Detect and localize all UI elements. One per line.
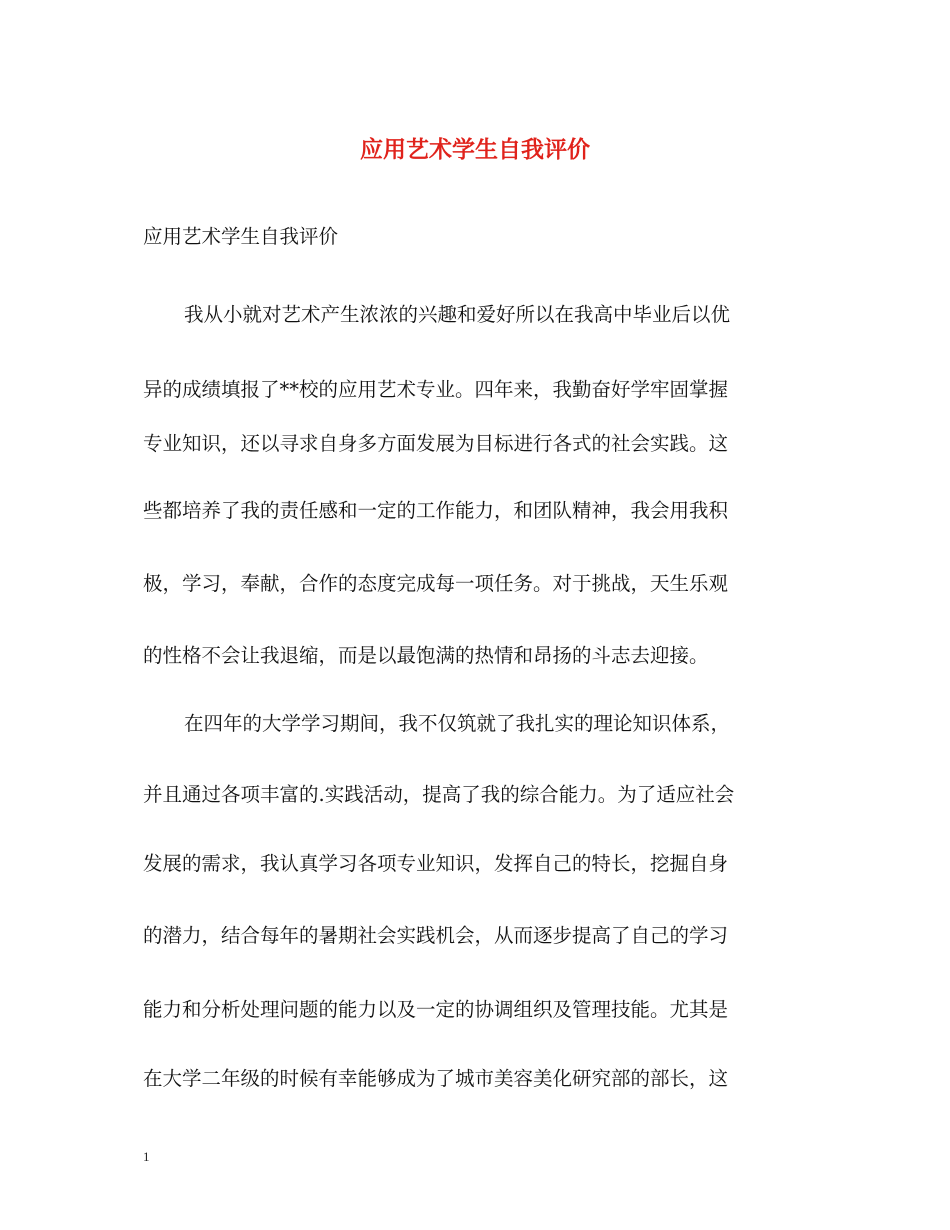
paragraph-2-line-2: 并且通过各项丰富的.实践活动，提高了我的综合能力。为了适应社会 [143,783,735,806]
paragraph-2-line-1: 在四年的大学学习期间，我不仅筑就了我扎实的理论知识体系， [184,712,731,735]
paragraph-1-line-6: 的性格不会让我退缩，而是以最饱满的热情和昂扬的斗志去迎接。 [143,644,709,667]
paragraph-2-line-4: 的潜力，结合每年的暑期社会实践机会，从而逐步提高了自己的学习 [143,924,729,947]
paragraph-2-line-5: 能力和分析处理问题的能力以及一定的协调组织及管理技能。尤其是 [143,998,729,1021]
paragraph-2-line-3: 发展的需求，我认真学习各项专业知识，发挥自己的特长，挖掘自身 [143,852,729,875]
paragraph-1-line-2: 异的成绩填报了**校的应用艺术专业。四年来，我勤奋好学牢固掌握 [143,378,729,401]
page-title: 应用艺术学生自我评价 [360,136,590,163]
paragraph-1-line-5: 极，学习，奉献，合作的态度完成每一项任务。对于挑战，天生乐观 [143,572,729,595]
paragraph-2-line-6: 在大学二年级的时候有幸能够成为了城市美容美化研究部的部长，这 [143,1067,729,1090]
paragraph-1-line-3: 专业知识，还以寻求自身多方面发展为目标进行各式的社会实践。这 [143,432,729,455]
page-number: 1 [143,1149,150,1164]
paragraph-1-line-1: 我从小就对艺术产生浓浓的兴趣和爱好所以在我高中毕业后以优 [184,303,731,326]
document-subtitle: 应用艺术学生自我评价 [143,225,339,248]
paragraph-1-line-4: 些都培养了我的责任感和一定的工作能力，和团队精神，我会用我积 [143,499,729,522]
